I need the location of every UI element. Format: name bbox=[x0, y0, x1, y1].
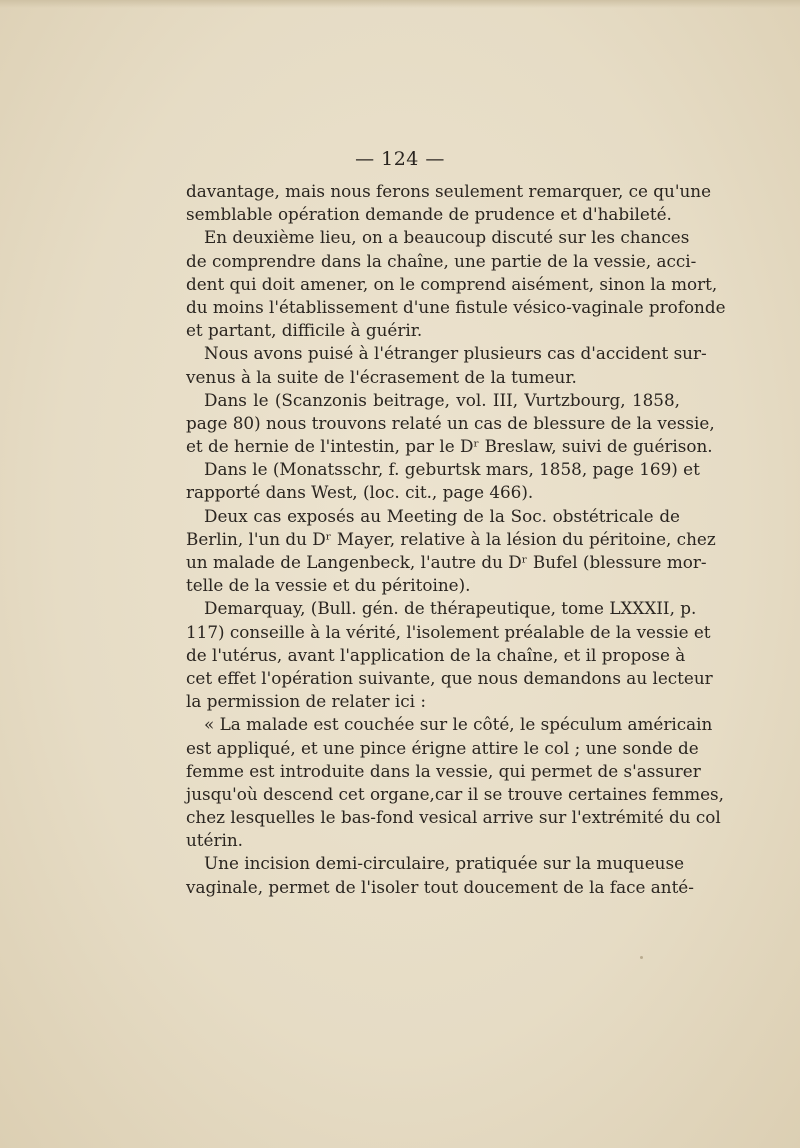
paragraph bbox=[186, 458, 700, 504]
paragraph bbox=[186, 597, 713, 713]
text-line: un malade de Langenbeck, l'autre du Dʳ Bufel (blessure mor- bbox=[186, 552, 707, 572]
paragraph bbox=[186, 389, 715, 459]
text-line: vaginale, permet de l'isoler tout doucement de la face anté- bbox=[186, 876, 694, 897]
text-line: Deux cas exposés au Meeting de la Soc. obstétricale de bbox=[204, 505, 680, 526]
text-line: chez lesquelles le bas-fond vesical arrive sur l'extrémité du col bbox=[186, 807, 721, 828]
paragraph bbox=[186, 852, 694, 898]
text-line: davantage, mais nous ferons seulement remarquer, ce qu'une bbox=[186, 181, 712, 201]
text-line: de comprendre dans la chaîne, une partie de la vessie, acci- bbox=[186, 250, 697, 271]
text-line: Nous avons puisé à l'étranger plusieurs cas d'accident sur- bbox=[204, 343, 707, 364]
text-line: est appliqué, et une pince érigne attire le col ; une sonde de bbox=[186, 737, 699, 758]
text-line: du moins l'établissement d'une fistule vésico-vaginale profonde bbox=[186, 296, 726, 317]
text-line: la permission de relater ici : bbox=[186, 691, 427, 712]
paper-speck bbox=[640, 956, 643, 959]
text-line: semblable opération demande de prudence et d'habileté. bbox=[186, 204, 672, 225]
body-text bbox=[186, 180, 726, 899]
text-line: En deuxième lieu, on a beaucoup discuté sur les chances bbox=[204, 227, 690, 248]
text-line: Dans le (Monatsschr, f. geburtsk mars, 1858, page 169) et bbox=[204, 459, 700, 480]
text-line: dent qui doit amener, on le comprend aisément, sinon la mort, bbox=[186, 273, 718, 294]
page-number: — 124 — bbox=[355, 148, 445, 170]
text-line: de l'utérus, avant l'application de la chaîne, et il propose à bbox=[186, 644, 686, 665]
paragraph bbox=[186, 226, 726, 342]
text-line: rapporté dans West, (loc. cit., page 466). bbox=[186, 482, 534, 503]
page-edge-shadow bbox=[0, 0, 800, 8]
text-line: utérin. bbox=[186, 830, 244, 851]
text-line: Une incision demi-circulaire, pratiquée sur la muqueuse bbox=[204, 853, 685, 874]
text-line: 117) conseille à la vérité, l'isolement préalable de la vessie et bbox=[186, 621, 711, 642]
text-line: femme est introduite dans la vessie, qui permet de s'assurer bbox=[186, 760, 701, 781]
text-line: et partant, difficile à guérir. bbox=[186, 320, 423, 341]
text-line: et de hernie de l'intestin, par le Dʳ Breslaw, suivi de guérison. bbox=[186, 436, 713, 457]
text-line: venus à la suite de l'écrasement de la tumeur. bbox=[186, 366, 577, 387]
text-line: « La malade est couchée sur le côté, le spéculum américain bbox=[204, 714, 713, 735]
paragraph bbox=[186, 180, 712, 226]
text-line: cet effet l'opération suivante, que nous demandons au lecteur bbox=[186, 667, 713, 688]
text-line: Berlin, l'un du Dʳ Mayer, relative à la lésion du péritoine, chez bbox=[186, 528, 716, 549]
paragraph bbox=[186, 713, 725, 852]
text-line: page 80) nous trouvons relaté un cas de blessure de la vessie, bbox=[186, 412, 715, 433]
text-line: Demarquay, (Bull. gén. de thérapeutique, tome LXXXII, p. bbox=[204, 598, 697, 619]
paragraph bbox=[186, 505, 716, 598]
text-line: Dans le (Scanzonis beitrage, vol. III, Vurtzbourg, 1858, bbox=[204, 389, 680, 410]
text-line: jusqu'où descend cet organe,car il se trouve certaines femmes, bbox=[186, 783, 725, 804]
text-line: telle de la vessie et du péritoine). bbox=[186, 575, 471, 596]
paragraph bbox=[186, 342, 707, 388]
